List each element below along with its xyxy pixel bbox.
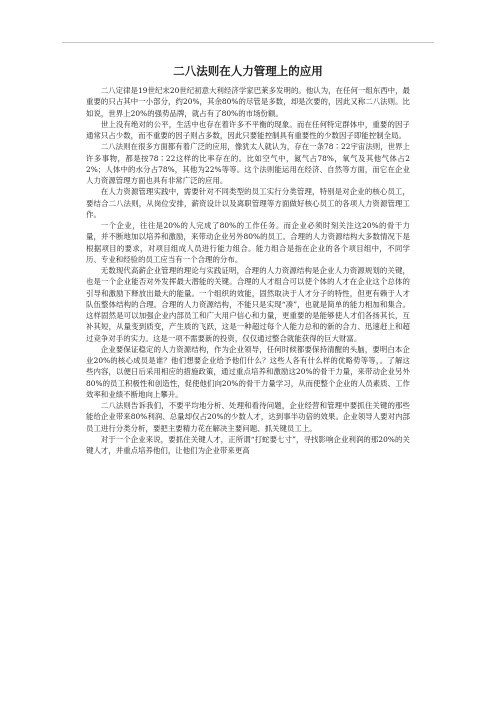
document-title: 二八法则在人力管理上的应用 <box>173 64 323 78</box>
header-rule <box>62 42 434 43</box>
paragraph: 二八法则在很多方面都有着广泛的应用，像犹太人就认为，存在一条78∶22宇宙法则，世界上许多事物，都是按78∶22这样的比率存在的。比如空气中，氮气占78%，氧气及其他气体占22%；人体中的水分占78%，其他为22%等等。这个法则能运用在经济、自然等方面，而它在企业人力资源管理方面也具有非常广泛的应用。 <box>86 142 410 185</box>
paragraph: 二八法则告诉我们，不要平均地分析、处理和看待问题，企业经营和管理中要抓住关键的那些能给企业带来80%利润、总量却仅占20%的少数人才，达到事半功倍的效果。企业领导人要对内部员工进行分类分析，要把主要精力花在解决主要问题、抓关键员工上。 <box>86 401 410 433</box>
paragraph: 世上没有绝对的公平，生活中也存在着许多不平衡的现象。而在任何特定群体中，重要的因子通常只占少数，而不重要的因子则占多数，因此只要能控制具有重要性的少数因子即能控制全局。 <box>86 119 410 140</box>
document-page <box>86 64 410 456</box>
paragraph: 对于一个企业来说，要抓住关键人才，正所谓“打蛇要七寸”，寻找影响企业利润的那20%的关键人才，并重点培养他们，让他们为企业带来更高 <box>86 434 410 455</box>
paragraph: 一个企业，往往是20%的人完成了80%的工作任务。而企业必须时刻关注这20%的骨干力量，并不断地加以培养和激励，来带动企业另外80%的员工。合理的人力资源结构大多数情况下是根据项目的要求，对项目组成人员进行能力组合。能力组合是指在企业的各个项目组中，不同学历、专业和经验的员工应当有一个合理的分布。 <box>86 221 410 264</box>
paragraph: 企业要保证稳定的人力资源结构，作为企业领导，任何时候都要保持清醒的头脑，要明白本企业20%的核心成员是谁？他们想要企业给予他们什么？这些人各有什么样的优略势等等，。了解这些内容，以便日后采用相应的措施政策，通过重点培养和激励这20%的骨干力量，来带动企业另外80%的员工积极性和创造性，促使他们向20%的骨干力量学习，从而使整个企业的人员素质、工作效率和业绩不断地向上攀升。 <box>86 344 410 399</box>
paragraph: 二八定律是19世纪末20世纪初意大利经济学家巴莱多发明的。他认为，在任何一组东西中，最重要的只占其中一小部分，约20%，其余80%的尽管是多数，却是次要的，因此又称二八法则。比如说，世界上20%的强势品牌，就占有了80%的市场份额。 <box>86 86 410 118</box>
paragraph: 在人力资源管理实践中，需要针对不同类型的员工实行分类管理，特别是对企业的核心员工，要结合二八法则，从岗位安排，薪资设计以及离职管理等方面做好核心员工的各项人力资源管理工作。 <box>86 187 410 219</box>
paragraph: 无数现代高薪企业管理的理论与实践证明，合理的人力资源结构是企业人力资源规划的关键，也是一个企业能否对外发挥最大潜能的关键。合理的人才组合可以使个体的人才在企业这个总体的引导和激励下释放出最大的能量。一个组织的效能，固然取决于人才分子的特性，但更有赖于人才队伍整体结构的合理。合理的人力资源结构，不能只是实现“凑”，也就是简单的能力相加和集合。这样固然是可以加强企业内部员工和广大用户信心和力量，更重要的是能够使人才们各扬其长，互补其短，从量变到质变，产生质的飞跃，这是一种超过每个人能力总和的新的合力、迅速赶上和超过竞争对手的实力。这是一项不需要新的投资，仅仅通过整合就能获得的巨大财富。 <box>86 266 410 343</box>
